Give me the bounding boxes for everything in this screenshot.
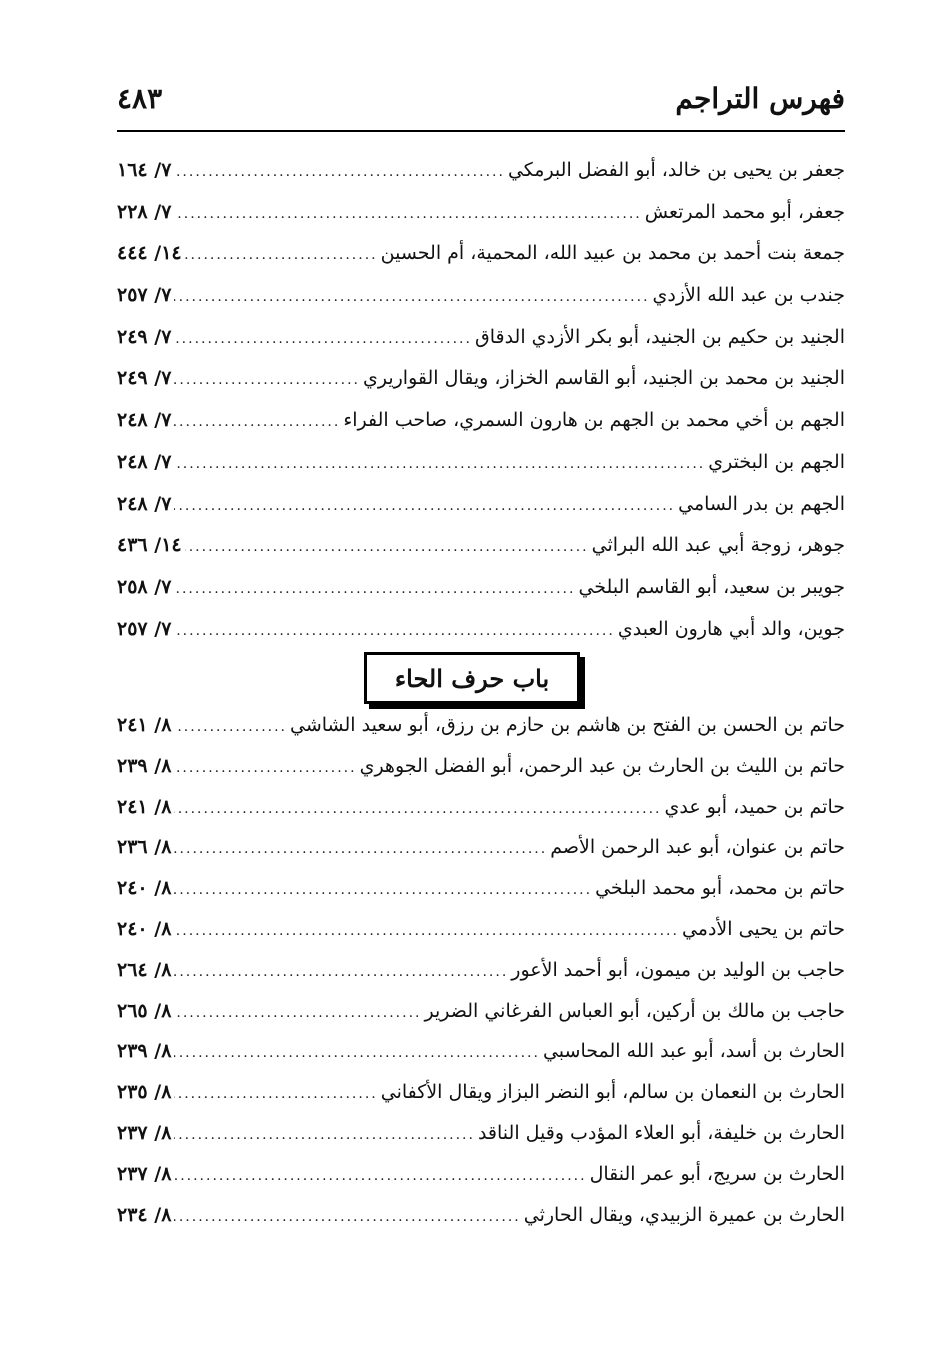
dot-leader <box>174 277 649 319</box>
dot-leader <box>174 1115 475 1156</box>
entry-name: حاتم بن يحيى الأدمي <box>681 917 845 940</box>
index-entry <box>117 192 845 234</box>
entry-reference: ٧/ ٢٤٩ <box>117 367 172 390</box>
index-entry <box>117 827 845 868</box>
dot-leader <box>174 870 592 911</box>
entry-name: جندب بن عبد الله الأزدي <box>652 284 845 307</box>
dot-leader <box>174 360 360 402</box>
entry-reference: ٧/ ٢٤٨ <box>117 492 172 515</box>
entry-name: الحارث بن خليفة، أبو العلاء المؤدب وقيل الناقد <box>477 1121 845 1144</box>
dot-leader <box>174 993 421 1034</box>
entry-reference: ٧/ ٢٤٨ <box>117 450 172 473</box>
page-header <box>117 78 845 126</box>
entry-reference: ٧/ ٢٤٨ <box>117 409 172 432</box>
section-heading: باب حرف الحاء <box>394 663 550 693</box>
index-entry <box>117 484 845 526</box>
entry-name: جوين، والد أبي هارون العبدي <box>617 617 845 640</box>
entry-name: جعفر، أبو محمد المرتعش <box>644 200 845 223</box>
entry-reference: ٨/ ٢٤٠ <box>117 917 172 940</box>
entry-reference: ٧/ ٢٢٨ <box>117 200 172 223</box>
index-list-ha <box>117 705 845 1235</box>
entry-name: حاتم بن عنوان، أبو عبد الرحمن الأصم <box>550 836 845 859</box>
page-number: ٤٨٣ <box>117 82 163 115</box>
index-entry <box>117 233 845 275</box>
entry-name: الجهم بن أخي محمد بن الجهم بن هارون السمري، صاحب الفراء <box>343 409 845 432</box>
dot-leader <box>174 952 508 993</box>
dot-leader <box>174 319 472 361</box>
index-entry <box>117 609 845 651</box>
entry-name: جعفر بن يحيى بن خالد، أبو الفضل البرمكي <box>507 159 845 181</box>
index-list-jim <box>117 150 845 650</box>
entry-reference: ٧/ ١٦٤ <box>117 159 172 181</box>
dot-leader <box>174 911 679 952</box>
index-entry <box>117 868 845 909</box>
dot-leader <box>185 527 589 569</box>
entry-reference: ١٤/ ٤٤٤ <box>117 242 182 265</box>
entry-reference: ٧/ ٢٥٨ <box>117 575 172 598</box>
entry-name: الجنيد بن حكيم بن الجنيد، أبو بكر الأزدي الدقاق <box>474 325 845 348</box>
entry-reference: ٨/ ٢٣٧ <box>117 1162 172 1185</box>
dot-leader <box>185 235 378 277</box>
entry-reference: ٨/ ٢٤٠ <box>117 877 172 900</box>
index-entry <box>117 1031 845 1072</box>
dot-leader <box>174 1156 586 1197</box>
entry-reference: ٨/ ٢٣٧ <box>117 1121 172 1144</box>
index-entry <box>117 317 845 359</box>
index-entry <box>117 991 845 1032</box>
entry-name: الحارث بن أسد، أبو عبد الله المحاسبي <box>542 1040 845 1063</box>
entry-name: الجهم بن بدر السامي <box>678 492 845 515</box>
index-entry <box>117 1113 845 1154</box>
index-entry <box>117 1072 845 1113</box>
dot-leader <box>174 789 661 830</box>
entry-reference: ٨/ ٢٣٩ <box>117 754 172 777</box>
dot-leader <box>174 1074 377 1115</box>
entry-reference: ٨/ ٢٦٤ <box>117 958 172 981</box>
index-entry <box>117 275 845 317</box>
entry-reference: ٨/ ٢٣٥ <box>117 1081 172 1104</box>
entry-reference: ٧/ ٢٥٧ <box>117 284 172 307</box>
header-divider <box>117 130 845 132</box>
entry-reference: ٧/ ٢٥٧ <box>117 617 172 640</box>
entry-name: الجنيد بن محمد بن الجنيد، أبو القاسم الخزاز، ويقال القواريري <box>362 367 845 390</box>
entry-name: حاتم بن الليث بن الحارث بن عبد الرحمن، أبو الفضل الجوهري <box>359 754 845 777</box>
entry-name: حاجب بن مالك بن أركين، أبو العباس الفرغاني الضرير <box>424 999 845 1022</box>
index-entry <box>117 525 845 567</box>
dot-leader <box>174 707 287 748</box>
page-title: فهرس التراجم <box>675 82 845 115</box>
entry-name: جمعة بنت أحمد بن محمد بن عبيد الله، المحمية، أم الحسين <box>380 242 845 265</box>
section-heading-box <box>364 652 580 704</box>
entry-reference: ٧/ ٢٤٩ <box>117 325 172 348</box>
index-entry <box>117 746 845 787</box>
entry-name: الحارث بن النعمان بن سالم، أبو النضر البزاز ويقال الأكفاني <box>380 1081 845 1104</box>
entry-reference: ٨/ ٢٦٥ <box>117 999 172 1022</box>
index-entry <box>117 705 845 746</box>
dot-leader <box>174 1197 520 1238</box>
entry-name: جوهر، زوجة أبي عبد الله البراثي <box>591 534 845 557</box>
dot-leader <box>174 152 505 194</box>
entry-name: حاجب بن الوليد بن ميمون، أبو أحمد الأعور <box>511 958 845 981</box>
index-entry <box>117 567 845 609</box>
entry-name: حاتم بن الحسن بن الفتح بن هاشم بن حازم بن رزق، أبو سعيد الشاشي <box>290 714 845 736</box>
entry-reference: ٨/ ٢٤١ <box>117 795 172 818</box>
dot-leader <box>174 444 705 486</box>
dot-leader <box>174 486 675 528</box>
dot-leader <box>174 194 641 236</box>
index-entry <box>117 442 845 484</box>
dot-leader <box>174 402 340 444</box>
index-entry <box>117 1154 845 1195</box>
entry-name: الجهم بن البختري <box>708 450 845 473</box>
index-entry <box>117 909 845 950</box>
entry-name: الحارث بن عميرة الزبيدي، ويقال الحارثي <box>523 1203 845 1226</box>
index-entry <box>117 400 845 442</box>
entry-name: حاتم بن حميد، أبو عدي <box>664 795 845 818</box>
dot-leader <box>174 611 614 653</box>
dot-leader <box>174 1033 540 1074</box>
index-entry <box>117 150 845 192</box>
entry-reference: ٨/ ٢٤١ <box>117 714 172 736</box>
entry-name: الحارث بن سريج، أبو عمر النقال <box>589 1162 845 1185</box>
dot-leader <box>174 829 547 870</box>
entry-reference: ٨/ ٢٣٦ <box>117 836 172 859</box>
index-entry <box>117 950 845 991</box>
index-entry <box>117 358 845 400</box>
index-entry <box>117 787 845 828</box>
entry-reference: ٨/ ٢٣٤ <box>117 1203 172 1226</box>
dot-leader <box>174 748 356 789</box>
dot-leader <box>174 569 575 611</box>
index-entry <box>117 1195 845 1236</box>
entry-reference: ٨/ ٢٣٩ <box>117 1040 172 1063</box>
entry-reference: ١٤/ ٤٣٦ <box>117 534 182 557</box>
entry-name: جويبر بن سعيد، أبو القاسم البلخي <box>578 575 845 598</box>
entry-name: حاتم بن محمد، أبو محمد البلخي <box>595 877 845 900</box>
